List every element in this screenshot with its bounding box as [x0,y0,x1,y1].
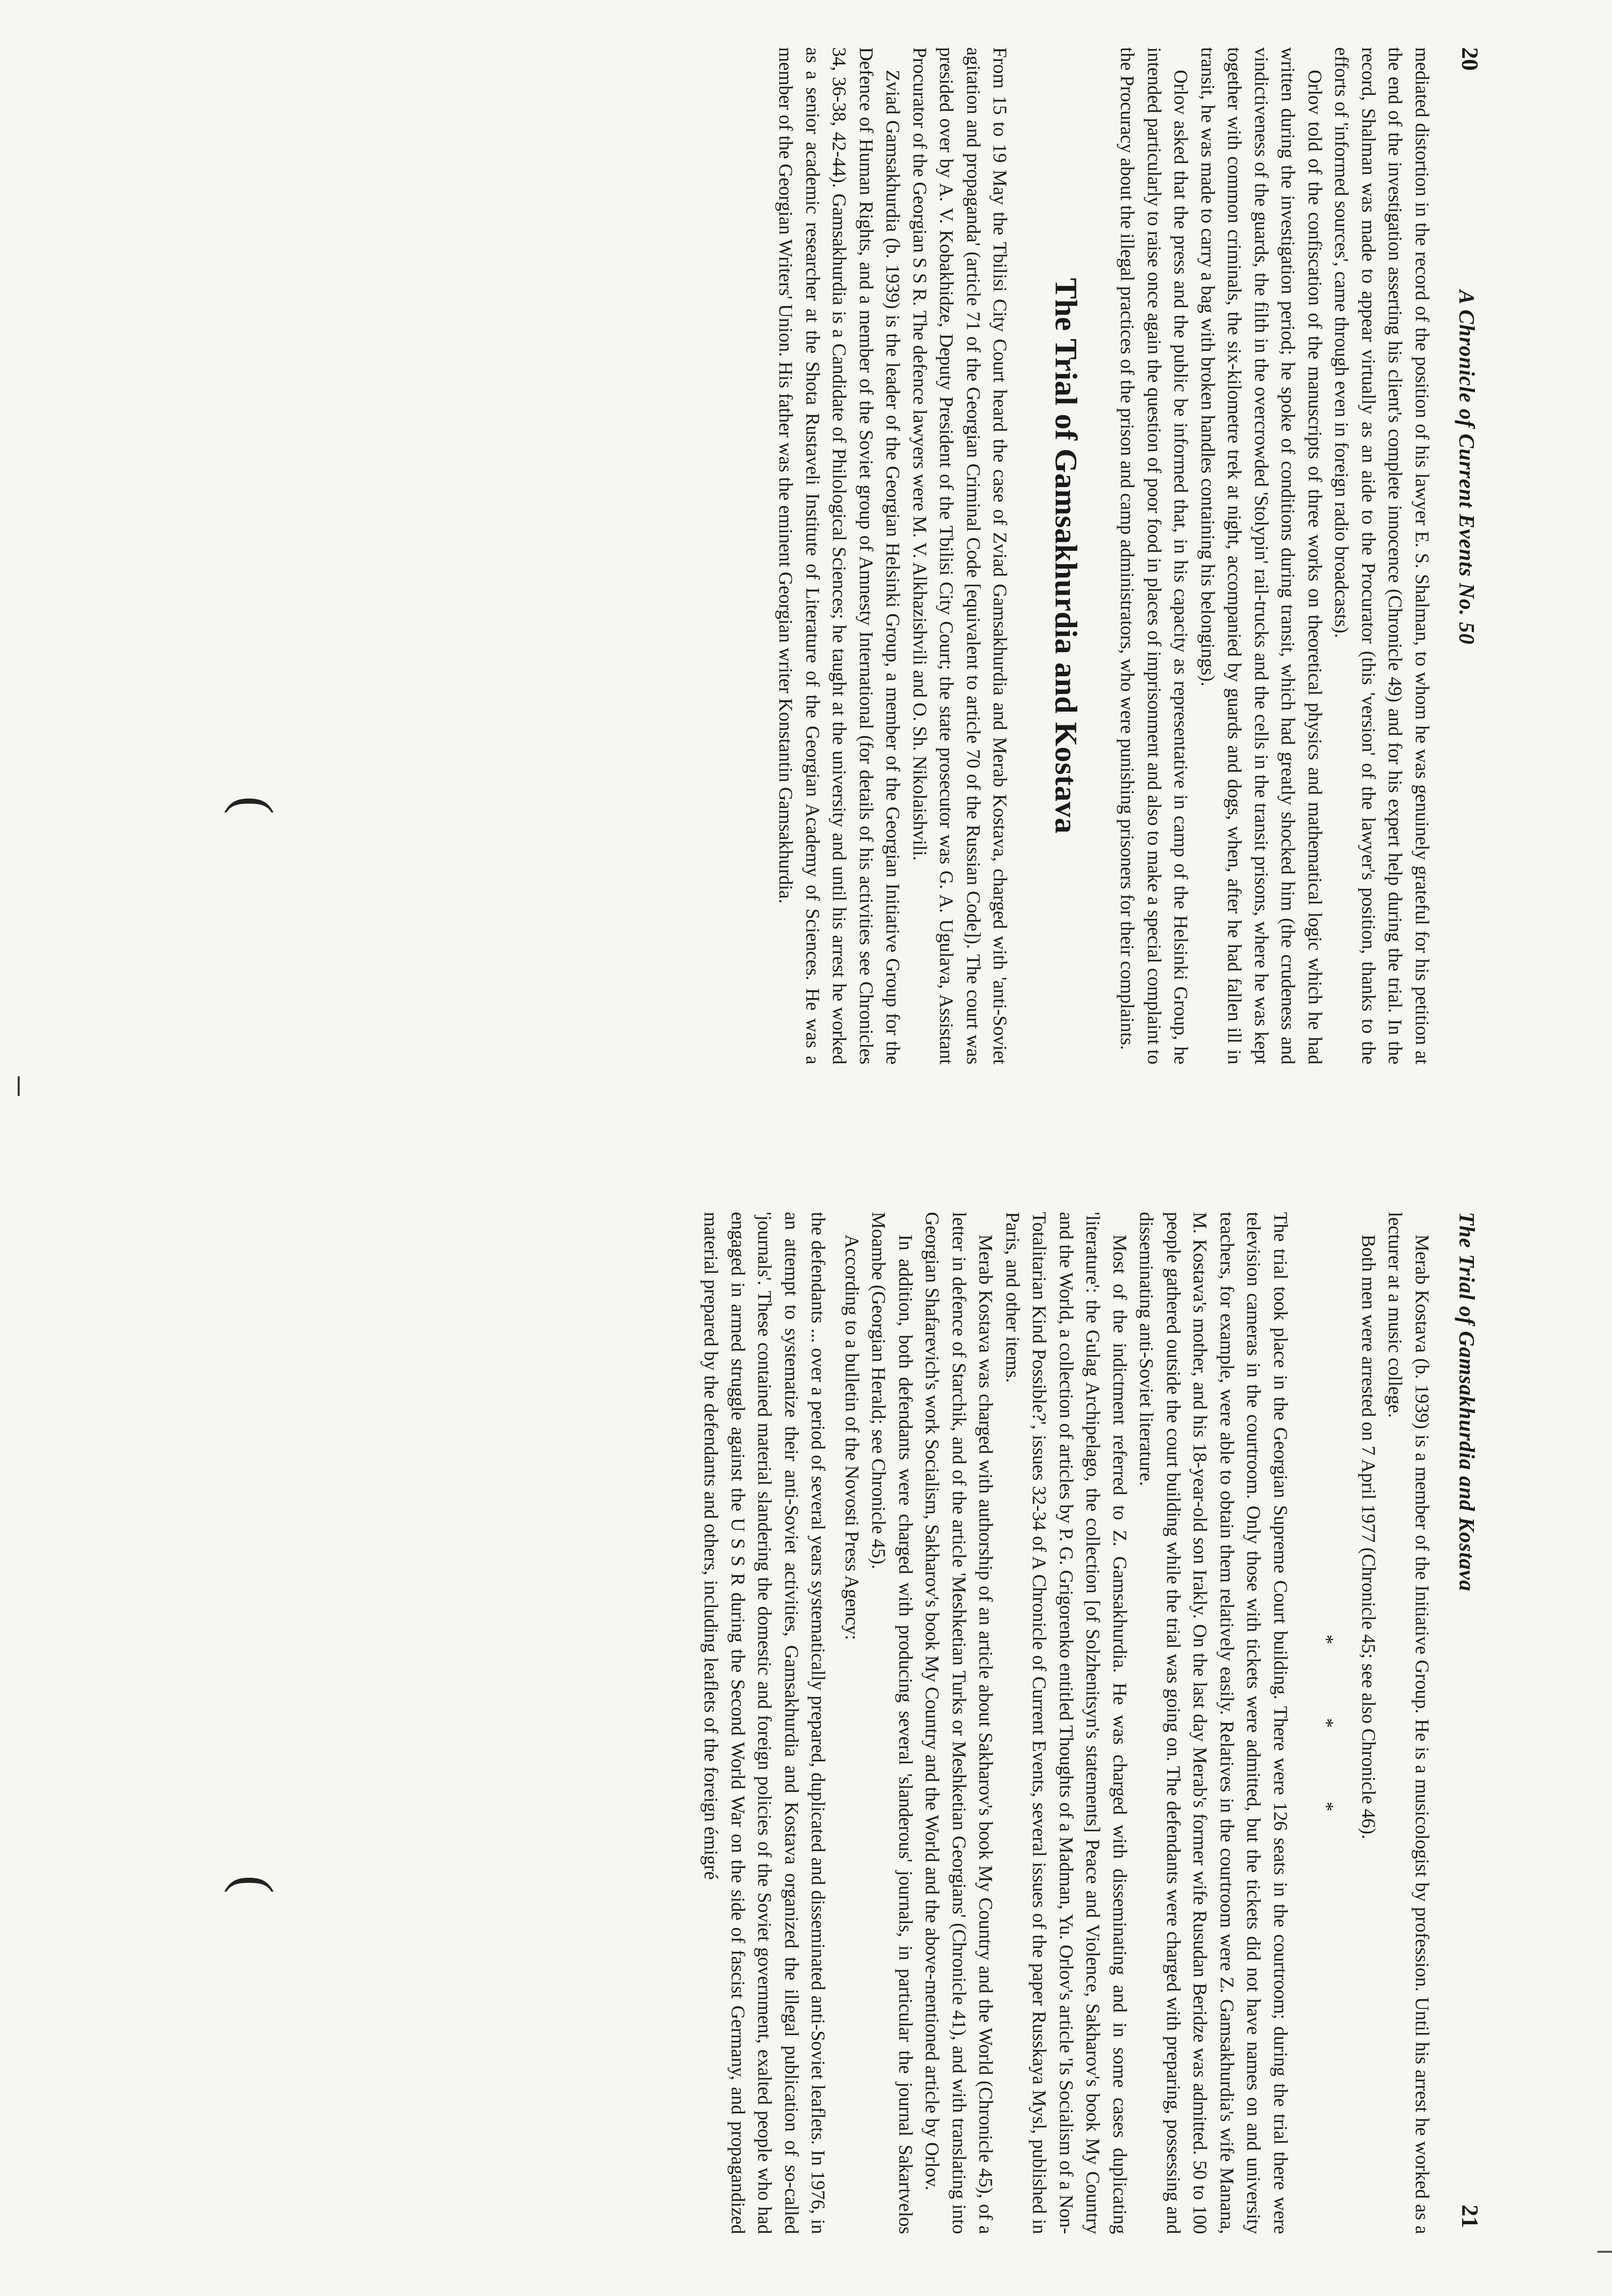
paragraph: Orlov told of the confiscation of the manuscripts of three works on theoretical physics and mathematical logic which he had written during the investigation period; he spoke of conditions during transit, which had greatly shocked him (the crudeness and vindictiveness of the guards, the filth in the overcrowded 'Stolypin' rail-trucks and the cells in the transit prisons, where he was kept together with common criminals, the six-kilometre trek at night, accompanied by guards and dogs, when, after he had fallen ill in transit, he was made to carry a bag with broken handles containing his belongings). [1197,47,1325,1064]
right-page [0,1148,1612,2296]
paragraph: Orlov asked that the press and the public be informed that, in his capacity as representative in camp of the Helsinki Group, he intended particularly to raise once again the question of poor food in places of imprisonment and also to make a special complaint to the Procuracy about the illegal practices of the prison and camp administrators, who were punishing prisoners for their complaints. [1117,47,1192,1064]
right-column [697,1212,1435,2234]
quotation: the defendants ... over a period of several years systematically prepared, duplicated and disseminated anti-Soviet leaflets. In 1976, in an attempt to systematize their anti-Soviet activities, Gamsakhurdia and Kostava organized the illegal publication of so-called 'journals'. These contained material slandering the domestic and foreign policies of the Soviet government, exalted people who had engaged in armed struggle against the U S S R during the Second World War on the side of fascist Germany, and propagandized material prepared by the defendants and others, including leaflets of the foreign émigré [700,1212,829,2234]
left-running-head: A Chronicle of Current Events No. 50 [1455,290,1479,645]
paragraph: Most of the indictment referred to Z. Gamsakhurdia. He was charged with disseminating and in some cases duplicating 'literature': the Gulag Archipelago, the collection [of Solzhenitsyn's statements] Peace and Violence, Sakharov's book My Country and the World, a collection of articles by P. G. Grigorenko entitled Thoughts of a Madman, Yu. Orlov's article 'Is Socialism of a Non-Totalitarian Kind Possible?', issues 32-34 of A Chronicle of Current Events, several issues of the paper Russkaya Mysl, published in Paris, and other items. [1002,1212,1130,2234]
paragraph: Both men were arrested on 7 April 1977 (Chronicle 45; see also Chronicle 46). [1358,1234,1379,1839]
scan-mark [1597,2251,1612,2253]
paragraph: Merab Kostava was charged with authorship of an article about Sakharov's book My Country and the World (Chronicle 45), of a letter in defence of Starchik, and of the article 'Meshketian Turks or Meshketian Georgians' (Chronicle 41), and with translating into Georgian Shafarevich's work Socialism, Sakharov's book My Country and the World and the above-mentioned article by Orlov. [921,1212,997,2234]
right-running-head: The Trial of Gamsakhurdia and Kostava [1455,1212,1479,1592]
section-title: The Trial of Gamsakhurdia and Kostava [1049,278,1084,834]
scan-mark: ( [224,1875,284,1894]
paragraph: Zviad Gamsakhurdia (b. 1939) is the leader of the Georgian Helsinki Group, a member of the Georgian Initiative Group for the Defence of Human Rights, and a member of the Soviet group of Amnesty International (for details of his activities see Chronicles 34, 36-38, 42-44). Gamsakhurdia is a Candidate of Philological Sciences; he taught at the university and until his arrest he worked as a senior academic researcher at the Shota Rustaveli Institute of Literature of the Georgian Academy of Sciences. He was a member of the Georgian Writers' Union. His father was the eminent Georgian writer Konstantin Gamsakhurdia. [775,47,904,1064]
scan-mark: ( [224,796,284,814]
paragraph: The trial took place in the Georgian Supreme Court building. There were 126 seats in the courtroom; during the trial there were television cameras in the courtroom. Only those with tickets were admitted, but the tickets did not have names on and university teachers, for example, were able to obtain them relatively easily. Relatives in the courtroom were Z. Gamsakhurdia's wife Manana, M. Kostava's mother, and his 18-year-old son Irakly. On the last day Merab's former wife Rusudan Beridze was admitted. 50 to 100 people gathered outside the court building while the trial was going on. The defendants were charged with preparing, possessing and disseminating anti-Soviet literature. [1136,1212,1291,2234]
scan-mark [18,1076,20,1096]
paragraph: From 15 to 19 May the Tbilisi City Court heard the case of Zviad Gamsakhurdia and Merab Kostava, charged with 'anti-Soviet agitation and propaganda' (article 71 of the Georgian Criminal Code [equivalent to article 70 of the Russian Code]). The court was presided over by A. V. Kobakhidze, Deputy President of the Tbilisi City Court; the state prosecutor was G. A. Ugulava, Assistant Procurator of the Georgian S S R. The defence lawyers were M. V. Alkhazishvili and O. Sh. Nikolaishvili. [909,47,1011,1064]
left-page-number: 20 [1457,47,1483,71]
left-column [772,47,1435,1064]
right-page-number: 21 [1457,2205,1483,2228]
paragraph: Merab Kostava (b. 1939) is a member of the Initiative Group. He is a musicologist by profession. Until his arrest he worked as a lecturer at a music college. [1384,1212,1433,2234]
section-separator: * * * [1316,1635,1338,1846]
paragraph: mediated distortion in the record of the position of his lawyer E. S. Shalman, to whom he was genuinely grateful for his petition at the end of the investigation asserting his client's complete innocence (Chronicle 49) and for his expert help during the trial. In the record, Shalman was made to appear virtually as an aide to the Procurator (this 'version' of the lawyer's position, thanks to the efforts of 'informed sources', came through even in foreign radio broadcasts). [1331,47,1433,1064]
paragraph: According to a bulletin of the Novosti Press Agency: [841,1234,863,1640]
paragraph: In addition, both defendants were charged with producing several 'slanderous' journals, in particular the journal Sakartvelos Moambe (Georgian Herald; see Chronicle 45). [868,1212,916,2234]
